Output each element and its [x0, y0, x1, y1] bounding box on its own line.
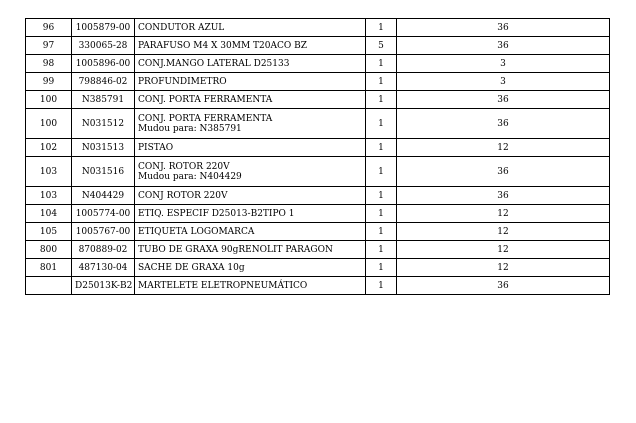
quantity-cell: 1 — [366, 19, 397, 37]
parts-table — [25, 18, 610, 295]
quantity-cell: 5 — [366, 37, 397, 55]
quantity-cell: 1 — [366, 55, 397, 73]
description-text: CONDUTOR AZUL — [138, 22, 225, 33]
part-code-cell: N404429 — [72, 187, 135, 205]
part-code-cell: 330065-28 — [72, 37, 135, 55]
description-text: PARAFUSO M4 X 30MM T20ACO BZ — [138, 40, 308, 51]
description-cell — [135, 205, 366, 223]
item-number-cell: 103 — [26, 187, 72, 205]
item-number-cell: 99 — [26, 73, 72, 91]
part-code-cell: N031516 — [72, 157, 135, 187]
item-number-cell: 97 — [26, 37, 72, 55]
position-cell: 36 — [397, 109, 610, 139]
description-text: TUBO DE GRAXA 90gRENOLIT PARAGON — [138, 244, 333, 255]
description-text: PROFUNDIMETRO — [138, 76, 227, 87]
position-cell: 3 — [397, 73, 610, 91]
replacement-note: Mudou para: N404429 — [138, 171, 242, 182]
quantity-cell: 1 — [366, 91, 397, 109]
description-cell — [135, 223, 366, 241]
table-row — [26, 223, 610, 241]
description-cell — [135, 37, 366, 55]
position-cell: 12 — [397, 241, 610, 259]
position-cell: 3 — [397, 55, 610, 73]
description-cell — [135, 139, 366, 157]
description-text: CONJ. ROTOR 220V — [138, 161, 230, 172]
description-cell — [135, 19, 366, 37]
quantity-cell: 1 — [366, 187, 397, 205]
position-cell: 36 — [397, 19, 610, 37]
quantity-cell: 1 — [366, 277, 397, 295]
table-row — [26, 37, 610, 55]
table-row — [26, 139, 610, 157]
part-code-cell: 1005896-00 — [72, 55, 135, 73]
description-cell — [135, 55, 366, 73]
description-cell — [135, 187, 366, 205]
position-cell: 12 — [397, 223, 610, 241]
quantity-cell: 1 — [366, 259, 397, 277]
table-row — [26, 205, 610, 223]
parts-table-body — [26, 19, 610, 295]
description-cell — [135, 91, 366, 109]
table-row — [26, 91, 610, 109]
item-number-cell — [26, 277, 72, 295]
table-row — [26, 187, 610, 205]
description-cell — [135, 157, 366, 187]
item-number-cell: 801 — [26, 259, 72, 277]
quantity-cell: 1 — [366, 109, 397, 139]
position-cell: 36 — [397, 157, 610, 187]
part-code-cell: 1005879-00 — [72, 19, 135, 37]
item-number-cell: 103 — [26, 157, 72, 187]
position-cell: 36 — [397, 91, 610, 109]
description-text: ETIQUETA LOGOMARCA — [138, 226, 255, 237]
description-cell — [135, 241, 366, 259]
item-number-cell: 105 — [26, 223, 72, 241]
position-cell: 36 — [397, 37, 610, 55]
item-number-cell: 100 — [26, 91, 72, 109]
quantity-cell: 1 — [366, 139, 397, 157]
part-code-cell: 1005767-00 — [72, 223, 135, 241]
description-cell — [135, 109, 366, 139]
quantity-cell: 1 — [366, 223, 397, 241]
position-cell: 12 — [397, 205, 610, 223]
replacement-note: Mudou para: N385791 — [138, 123, 242, 134]
quantity-cell: 1 — [366, 241, 397, 259]
description-text: CONJ. PORTA FERRAMENTA — [138, 113, 273, 124]
table-row — [26, 55, 610, 73]
description-cell — [135, 259, 366, 277]
table-row — [26, 259, 610, 277]
quantity-cell: 1 — [366, 157, 397, 187]
item-number-cell: 98 — [26, 55, 72, 73]
item-number-cell: 102 — [26, 139, 72, 157]
part-code-cell: 870889-02 — [72, 241, 135, 259]
quantity-cell: 1 — [366, 205, 397, 223]
part-code-cell: 798846-02 — [72, 73, 135, 91]
item-number-cell: 104 — [26, 205, 72, 223]
description-text: PISTAO — [138, 142, 174, 153]
part-code-cell: 487130-04 — [72, 259, 135, 277]
position-cell: 36 — [397, 187, 610, 205]
position-cell: 36 — [397, 277, 610, 295]
part-code-cell: D25013K-B2 — [72, 277, 135, 295]
quantity-cell: 1 — [366, 73, 397, 91]
description-text: MARTELETE ELETROPNEUMÁTICO — [138, 280, 308, 291]
part-code-cell: N031512 — [72, 109, 135, 139]
part-code-cell: 1005774-00 — [72, 205, 135, 223]
table-row — [26, 241, 610, 259]
part-code-cell: N031513 — [72, 139, 135, 157]
table-row — [26, 19, 610, 37]
item-number-cell: 96 — [26, 19, 72, 37]
part-code-cell: N385791 — [72, 91, 135, 109]
table-row — [26, 109, 610, 139]
table-row — [26, 157, 610, 187]
description-text: SACHE DE GRAXA 10g — [138, 262, 245, 273]
description-cell — [135, 73, 366, 91]
item-number-cell: 100 — [26, 109, 72, 139]
table-row — [26, 277, 610, 295]
description-text: CONJ ROTOR 220V — [138, 190, 228, 201]
item-number-cell: 800 — [26, 241, 72, 259]
position-cell: 12 — [397, 139, 610, 157]
description-text: CONJ. PORTA FERRAMENTA — [138, 94, 273, 105]
description-text: ETIQ. ESPECIF D25013-B2TIPO 1 — [138, 208, 295, 219]
position-cell: 12 — [397, 259, 610, 277]
table-row — [26, 73, 610, 91]
description-text: CONJ.MANGO LATERAL D25133 — [138, 58, 290, 69]
description-cell — [135, 277, 366, 295]
